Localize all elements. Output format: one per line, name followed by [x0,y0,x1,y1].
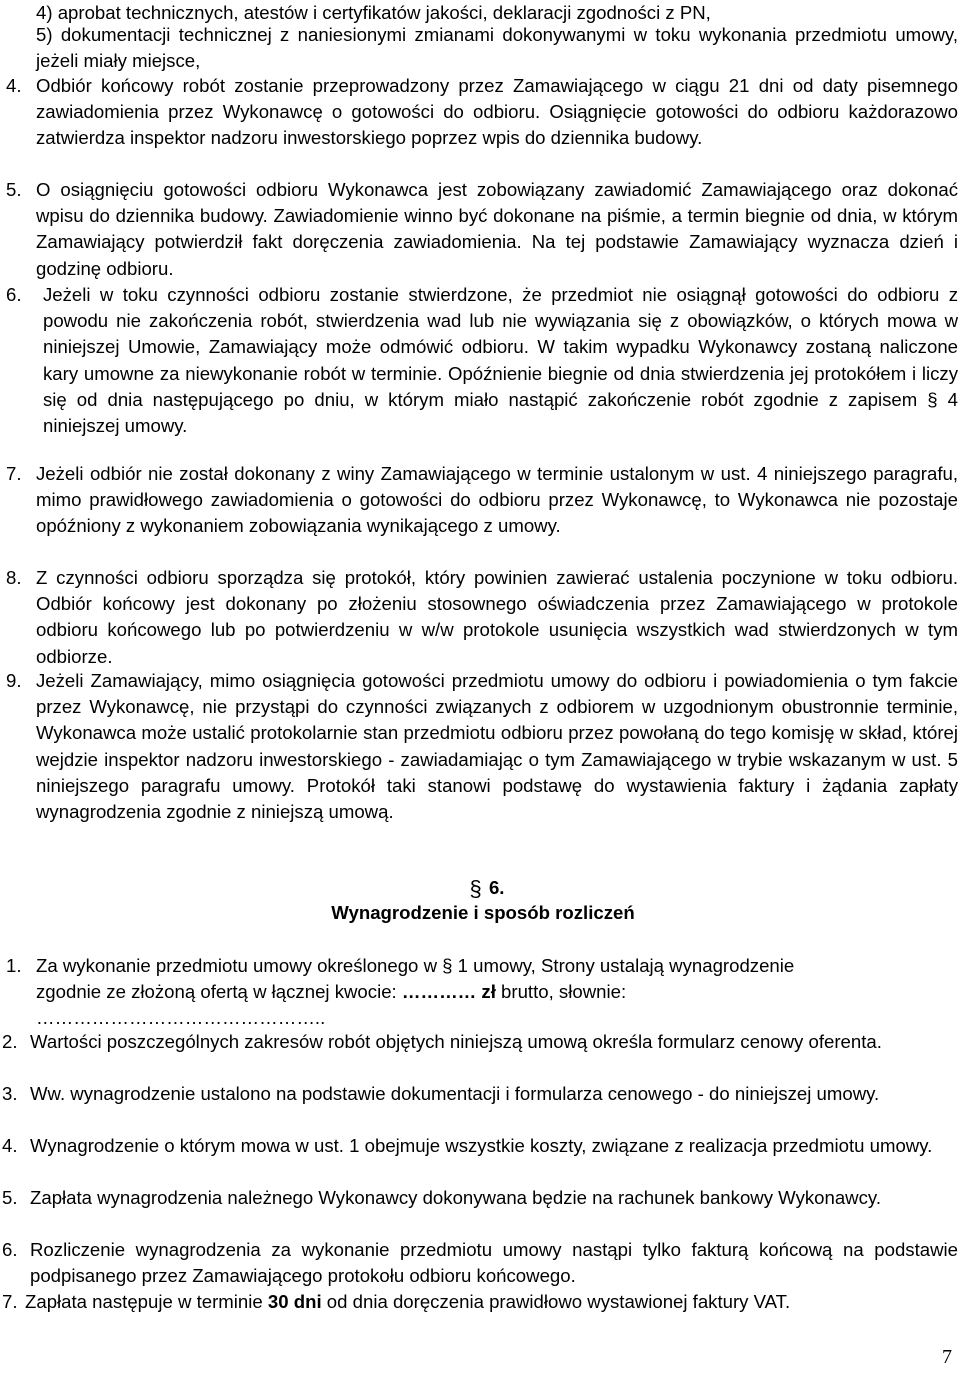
payment-outro: od dnia doręczenia prawidłowo wystawionej faktury VAT. [321,1291,791,1312]
paragraph-number: 6. [2,1239,18,1260]
paragraph-text: Z czynności odbioru sporządza się protokół, który powinien zawierać ustalenia poczynione w toku odbioru. Odbiór końcowy jest dokonany po złożeniu stosownego oświadczenia przez Zamawiającego w protokole odbioru końcowego lub po potwierdzeniu w w/w protokole usunięcia wszystkich wad stwierdzonych w tym odbiorze. [36,567,958,667]
paragraph-number: 3. [2,1083,18,1104]
paragraph-line: Za wykonanie przedmiotu umowy określonego w § 1 umowy, Strony ustalają wynagrodzenie [36,955,795,976]
paragraph-6 [6,282,958,439]
paragraph-number: 9. [6,670,22,691]
section-number [0,874,960,901]
paragraph-number: 4. [6,75,22,96]
paragraph-9 [6,668,958,825]
paragraph-number: 7. [2,1291,18,1312]
amount-outro: brutto, słownie: [495,981,627,1003]
amount-words-blank: ……………………………………….. [36,1007,326,1029]
paragraph-text: Odbiór końcowy robót zostanie przeprowadzony przez Zamawiającego w ciągu 21 dni od daty pisemnego zawiadomienia przez Wykonawcę o gotowości do odbioru. Osiągnięcie gotowości do odbioru każdorazowo zatwierdza inspektor nadzoru inwestorskiego poprzez wpis do dziennika budowy. [36,75,958,149]
paragraph-text: Rozliczenie wynagrodzenia za wykonanie przedmiotu umowy nastąpi tylko fakturą końcową na podstawie podpisanego przez Zamawiającego protokołu odbioru końcowego. [30,1239,958,1287]
paragraph-s6-7 [2,1289,958,1315]
paragraph-text: Ww. wynagrodzenie ustalono na podstawie dokumentacji i formularza cenowego - do niniejszej umowy. [30,1083,880,1104]
payment-intro: Zapłata następuje w terminie [25,1291,268,1312]
payment-days: 30 dni [267,1291,322,1312]
paragraph-text: Jeżeli w toku czynności odbioru zostanie stwierdzone, że przedmiot nie osiągnął gotowości do odbioru z powodu nie zakończenia robót, stwierdzenia wad lub nie wywiązania się z obowiązków, o których mowa w niniejszej Umowie, Zamawiający może odmówić odbioru. W takim wypadku Wykonawcy zostaną naliczone kary umowne za niewykonanie robót w terminie. Opóźnienie biegnie od dnia stwierdzenia jej protokółem i liczy się od dnia następującego po dniu, w którym miało nastąpić zakończenie robót zgodnie z zapisem § 4 niniejszej umowy. [43,284,958,437]
paragraph-number: 1. [6,955,22,976]
paragraph-number: 5. [2,1187,18,1208]
paragraph-5 [6,177,958,282]
paragraph-number: 8. [6,567,22,588]
paragraph-line [36,979,958,1005]
amount-blank: ………… zł [401,981,496,1003]
paragraph-text [25,1289,958,1315]
paragraph-8 [6,565,958,670]
paragraph-text: Jeżeli odbiór nie został dokonany z winy Zamawiającego w terminie ustalonym w ust. 4 niniejszego paragrafu, mimo prawidłowego zawiadomienia o gotowości do odbioru przez Wykonawcę, to Wykonawca nie pozostaje opóźniony z wykonaniem zobowiązania wynikającego z umowy. [36,463,958,537]
paragraph-text: O osiągnięciu gotowości odbioru Wykonawca jest zobowiązany zawiadomić Zamawiającego oraz dokonać wpisu do dziennika budowy. Zawiadomienie winno być dokonane na piśmie, a termin biegnie od dnia, w którym Zamawiający potwierdził fakt doręczenia zawiadomienia. Na tej podstawie Zamawiający wyznacza dzień i godzinę odbioru. [36,179,958,279]
paragraph-text: Jeżeli Zamawiający, mimo osiągnięcia gotowości przedmiotu umowy do odbioru i powiadomienia o tym fakcie przez Wykonawcę, nie przystąpi do czynności związanych z odbiorem w uzgodnionym obustronnie terminie, Wykonawca może ustalić protokolarnie stan przedmiotu odbioru przez powołaną do tego komisję w skład, której wejdzie inspektor nadzoru inwestorskiego - zawiadamiając o tym Zamawiającego w trybie wskazanym w ust. 5 niniejszego paragrafu umowy. Protokół taki stanowi podstawę do wystawienia faktury i żądania zapłaty wynagrodzenia zgodnie z niniejszą umową. [36,670,958,823]
paragraph-number: 5. [6,179,22,200]
list-item-text: 4) aprobat technicznych, atestów i certyfikatów jakości, deklaracji zgodności z PN, [36,2,711,23]
paragraph-4 [6,73,958,152]
section-title: Wynagrodzenie i sposób rozliczeń [331,902,635,923]
list-item [36,22,958,74]
paragraph-text: Zapłata wynagrodzenia należnego Wykonawcy dokonywana będzie na rachunek bankowy Wykonawcy. [30,1187,881,1208]
paragraph-s6-4 [2,1133,958,1159]
paragraph-s6-2 [2,1029,958,1055]
paragraph-text: Wartości poszczególnych zakresów robót objętych niniejszą umową określa formularz cenowy oferenta. [30,1031,882,1052]
paragraph-number: 6. [6,284,22,305]
paragraph-7 [6,461,958,540]
paragraph-s6-1 [6,953,958,1032]
page-number: 7 [942,1346,952,1368]
list-item-text: 5) dokumentacji technicznej z naniesionymi zmianami dokonywanymi w toku wykonania przedmiotu umowy, jeżeli miały miejsce, [36,24,958,72]
paragraph-number: 2. [2,1031,18,1052]
section-number-text: 6. [488,877,505,898]
paragraph-s6-3 [2,1081,958,1107]
paragraph-s6-5 [2,1185,958,1211]
paragraph-text: Wynagrodzenie o którym mowa w ust. 1 obejmuje wszystkie koszty, związane z realizacja przedmiotu umowy. [30,1135,933,1156]
paragraph-number: 7. [6,463,22,484]
section-symbol: § [469,876,482,901]
amount-intro: zgodnie ze złożoną ofertą w łącznej kwocie: [36,981,402,1003]
paragraph-s6-6 [2,1237,958,1289]
paragraph-number: 4. [2,1135,18,1156]
